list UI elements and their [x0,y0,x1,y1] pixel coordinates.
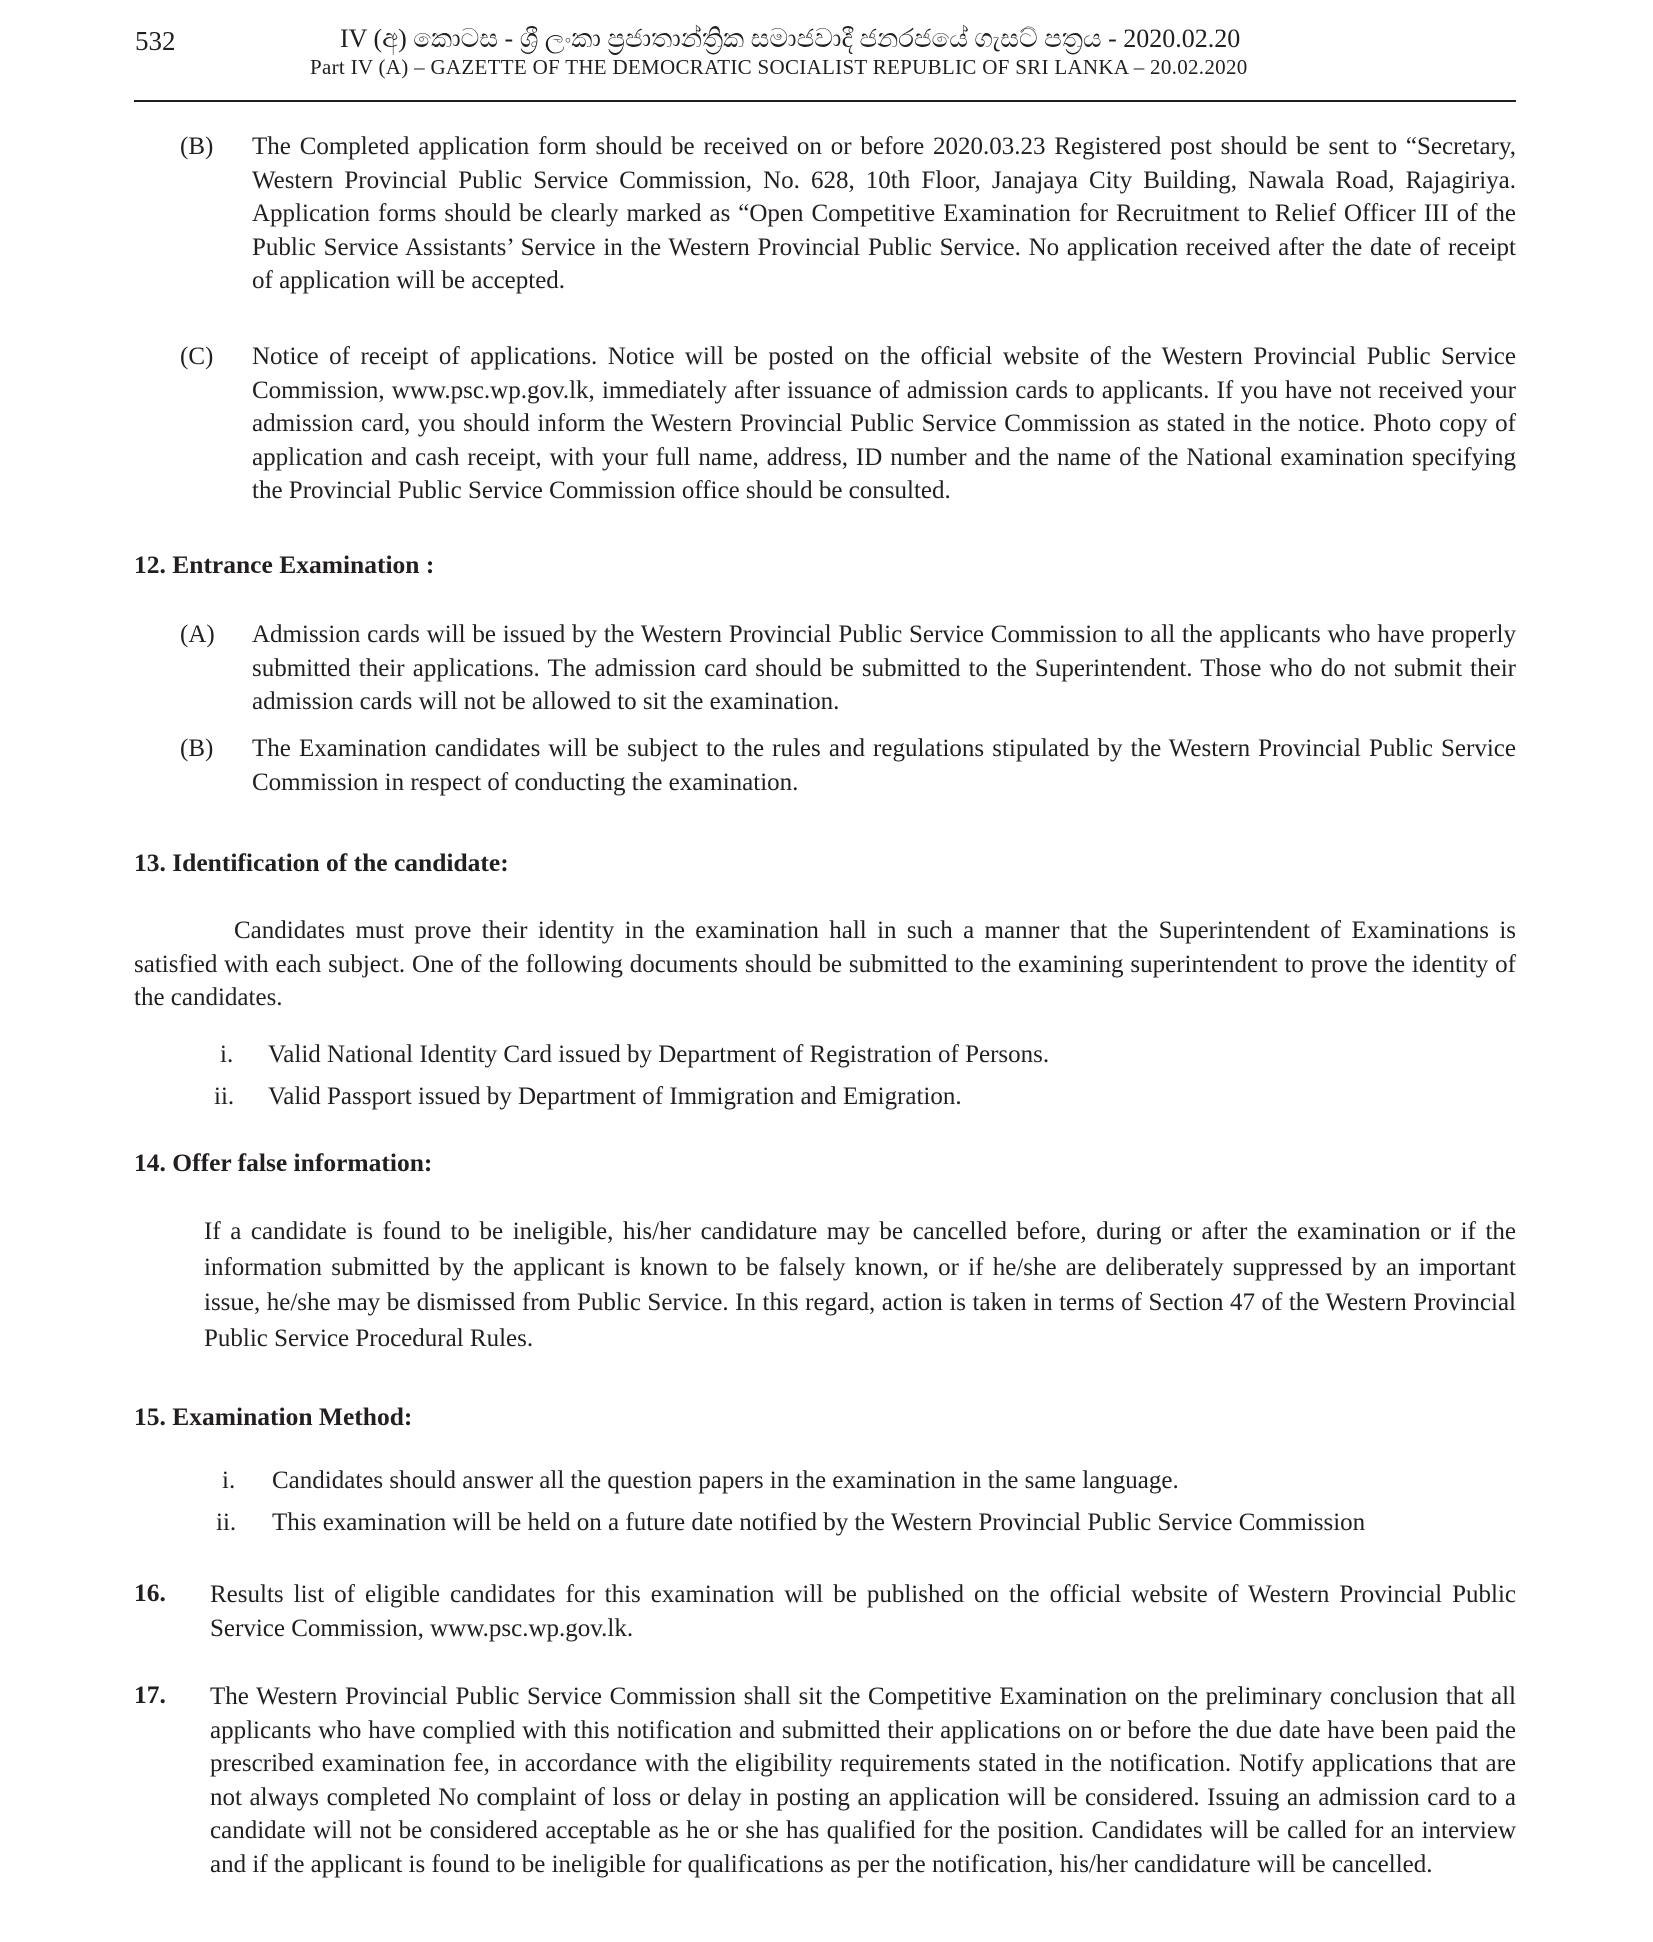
section-15-item-1-text: Candidates should answer all the question papers in the examination in the same language. [272,1467,1179,1494]
section-12-a-label: (A) [180,621,215,648]
section-13-item-2-text: Valid Passport issued by Department of Immigration and Emigration. [268,1083,962,1110]
section-13-text: Candidates must prove their identity in the examination hall in such a manner that the Superintendent of Examinations is satisfied with each subject. One of the following documents should be submitted to the examining superintendent to prove the identity of the candidates. [134,917,1516,1011]
section-15-item-2-label: ii. [216,1509,237,1536]
header-divider [134,100,1516,102]
section-17-text: The Western Provincial Public Service Commission shall sit the Competitive Examination on the preliminary conclusion that all applicants who have complied with this notification and submitted their applications on or before the due date have been paid the prescribed examination fee, in accordance with the eligibility requirements stated in the notification. Notify applications that are not always completed No complaint of loss or delay in posting an application will be considered. Issuing an admission card to a candidate will not be considered acceptable as he or she has qualified for the position. Candidates will be called for an interview and if the applicant is found to be ineligible for qualifications as per the notification, his/her candidature will be cancelled. [210,1683,1516,1878]
section-13-item-1-label: i. [220,1041,234,1068]
item-c-label: (C) [180,343,214,370]
section-17-number: 17. [134,1680,166,1709]
section-12-b-text: The Examination candidates will be subject to the rules and regulations stipulated by the Western Provincial Public Service Commission in respect of conducting the examination. [252,735,1516,796]
section-13-item-1-text: Valid National Identity Card issued by Department of Registration of Persons. [268,1041,1050,1068]
section-16-number: 16. [134,1578,166,1607]
section-15-item-1-label: i. [222,1467,236,1494]
section-13-item-2-label: ii. [214,1083,235,1110]
section-14-heading: 14. Offer false information: [134,1148,433,1177]
section-12-b-label: (B) [180,735,214,762]
header-title-sinhala: IV (අ) කොටස - ශ්‍රී ලංකා ප්‍රජාතාන්ත්‍රික සමාජවාදී ජනරජයේ ගැසට් පත්‍රය - 2020.02.20 [340,24,1241,53]
section-12-a-text: Admission cards will be issued by the Western Provincial Public Service Commission to all the applicants who have properly submitted their applications. The admission card should be submitted to the Superintendent. Those who do not submit their admission cards will not be allowed to sit the examination. [252,621,1516,715]
section-14-text: If a candidate is found to be ineligible, his/her candidature may be cancelled before, during or after the examination or if the information submitted by the applicant is known to be falsely known, or if he/she are deliberately suppressed by an important issue, he/she may be dismissed from Public Service. In this regard, action is taken in terms of Section 47 of the Western Provincial Public Service Procedural Rules. [204,1218,1516,1352]
section-16-text: Results list of eligible candidates for this examination will be published on the official website of Western Provincial Public Service Commission, www.psc.wp.gov.lk. [210,1581,1516,1642]
item-b-label: (B) [180,133,214,160]
section-12-heading: 12. Entrance Examination : [134,550,435,579]
header-title-english: Part IV (A) – GAZETTE OF THE DEMOCRATIC SOCIALIST REPUBLIC OF SRI LANKA – 20.02.2020 [310,55,1248,79]
page-number: 532 [135,26,176,56]
section-15-item-2-text: This examination will be held on a future date notified by the Western Provincial Public Service Commission [272,1509,1366,1536]
section-15-heading: 15. Examination Method: [134,1402,413,1431]
item-c-text: Notice of receipt of applications. Notice will be posted on the official website of the Western Provincial Public Service Commission, www.psc.wp.gov.lk, immediately after issuance of admission cards to applicants. If you have not received your admission card, you should inform the Western Provincial Public Service Commission as stated in the notice. Photo copy of application and cash receipt, with your full name, address, ID number and the name of the National examination specifying the Provincial Public Service Commission office should be consulted. [252,343,1516,504]
item-b-text: The Completed application form should be received on or before 2020.03.23 Registered post should be sent to “Secretary, Western Provincial Public Service Commission, No. 628, 10th Floor, Janajaya City Building, Nawala Road, Rajagiriya. Application forms should be clearly marked as “Open Competitive Examination for Recruitment to Relief Officer III of the Public Service Assistants’ Service in the Western Provincial Public Service. No application received after the date of receipt of application will be accepted. [252,133,1516,294]
section-13-heading: 13. Identification of the candidate: [134,848,509,877]
